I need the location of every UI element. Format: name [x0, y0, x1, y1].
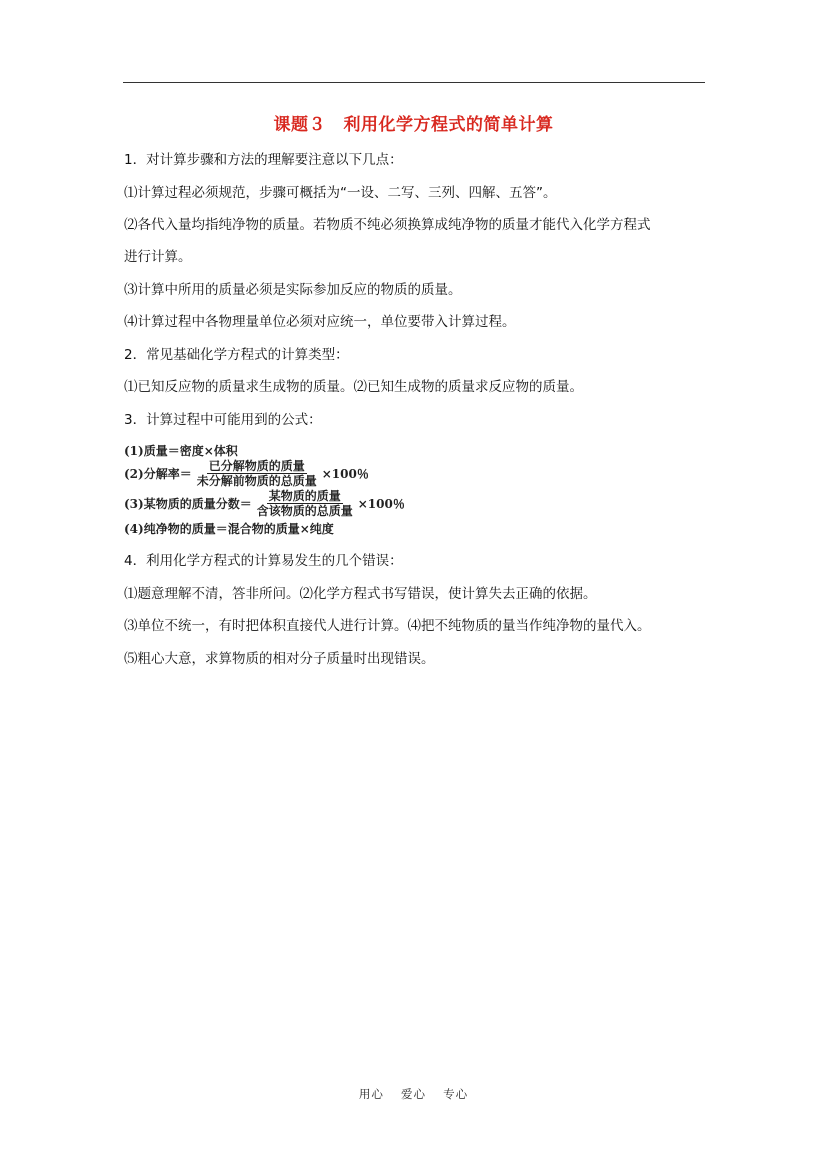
section-2-heading: 2．常见基础化学方程式的计算类型：: [124, 347, 349, 363]
point-2-1: ⑴已知反应物的质量求生成物的质量。⑵已知生成物的质量求反应物的质量。: [124, 379, 583, 395]
point-1-1: ⑴计算过程必须规范，步骤可概括为“一设、二写、三列、四解、五答”。: [124, 185, 557, 201]
section-4-heading: 4．利用化学方程式的计算易发生的几个错误：: [124, 553, 403, 569]
formula-decomposition-fraction: [195, 460, 319, 487]
fraction-numerator: 某物质的质量: [268, 489, 341, 503]
formula-pure-mass: (4)纯净物的质量＝混合物的质量×纯度: [124, 522, 334, 536]
formula-density: (1)质量＝密度×体积: [124, 444, 238, 458]
header-rule: [123, 82, 705, 83]
section-3-heading: 3．计算过程中可能用到的公式：: [124, 412, 322, 428]
fraction-denominator: 未分解前物质的总质量: [196, 474, 317, 488]
point-4-3: ⑸粗心大意，求算物质的相对分子质量时出现错误。: [124, 651, 435, 667]
point-1-3: ⑶计算中所用的质量必须是实际参加反应的物质的质量。: [124, 282, 462, 298]
point-4-2: ⑶单位不统一，有时把体积直接代人进行计算。⑷把不纯物质的量当作纯净物的量代入。: [124, 618, 651, 634]
formula-mass-fraction-fraction: [255, 490, 355, 517]
section-1-heading: 1．对计算步骤和方法的理解要注意以下几点：: [124, 152, 403, 168]
point-1-4: ⑷计算过程中各物理量单位必须对应统一，单位要带入计算过程。: [124, 314, 516, 330]
formula-mass-fraction: [124, 490, 405, 517]
fraction-numerator: 已分解物质的质量: [208, 459, 305, 473]
page-title: 课题３ 利用化学方程式的简单计算: [273, 115, 554, 135]
formula-mass-fraction-label: (3)某物质的质量分数＝: [124, 497, 252, 511]
formula-multiplier: ×100％: [357, 497, 405, 511]
formula-block: [124, 442, 484, 538]
fraction-denominator: 含该物质的总质量: [256, 504, 353, 518]
formula-decomposition-rate: [124, 460, 369, 487]
page-footer: 用心 爱心 专心: [358, 1087, 469, 1101]
point-1-2-cont: 进行计算。: [124, 249, 192, 265]
formula-multiplier: ×100％: [321, 467, 369, 481]
point-4-1: ⑴题意理解不清，答非所问。⑵化学方程式书写错误，使计算失去正确的依据。: [124, 586, 597, 602]
formula-decomposition-label: (2)分解率＝: [124, 467, 192, 481]
point-1-2: ⑵各代入量均指纯净物的质量。若物质不纯必须换算成纯净物的质量才能代入化学方程式: [124, 217, 651, 233]
